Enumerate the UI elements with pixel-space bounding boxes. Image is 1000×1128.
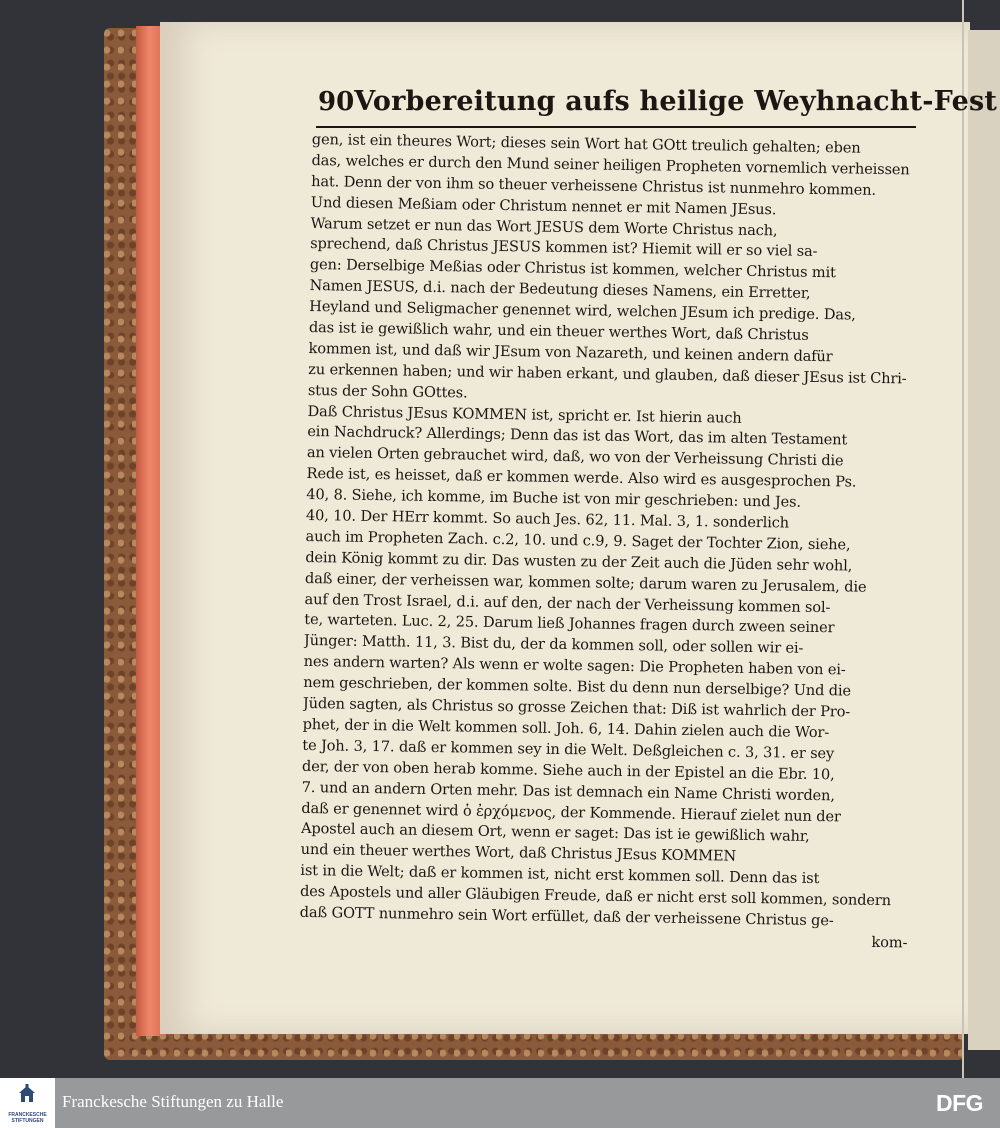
running-title: Vorbereitung aufs heilige Weyhnacht-Fest [354, 86, 998, 117]
scan-divider-line [962, 0, 964, 1078]
text-line: ein Nachdruck? Allerdings; Denn das ist das Wort, das im alten Testament [307, 423, 848, 449]
text-line: Jüden sagten, als Christus so grosse Zeichen that: Diß ist wahrlich der Pro- [302, 694, 851, 721]
text-line: Daß Christus JEsus KOMMEN ist, spricht er. Ist hierin auch [307, 402, 742, 427]
text-line: te, warteten. Luc. 2, 25. Darum ließ Johannes fragen durch zween seiner [304, 611, 835, 637]
text-line: gen: Derselbige Meßias oder Christus ist kommen, welcher Christus mit [309, 256, 836, 282]
text-line: Warum setzet er nun das Wort JESUS dem Worte Christus nach, [310, 214, 778, 239]
dfg-logo[interactable]: DFG [936, 1090, 984, 1116]
text-line: 40, 10. Der HErr kommt. So auch Jes. 62, 11. Mal. 3, 1. sonderlich [305, 506, 790, 532]
text-line: 7. und an andern Orten mehr. Das ist demnach ein Name Christi worden, [301, 778, 835, 804]
text-line: Und diesen Meßiam oder Christum nennet er mit Namen JEsus. [310, 193, 777, 218]
text-line: Rede ist, es heisset, daß er kommen werde. Also wird es ausgesprochen Ps. [306, 465, 857, 491]
text-line: Jünger: Matth. 11, 3. Bist du, der da kommen soll, oder sollen wir ei- [303, 632, 804, 658]
text-line: dein König kommt zu dir. Das wusten zu der Zeit auch die Jüden sehr wohl, [305, 548, 853, 575]
text-line: te Joh. 3, 17. daß er kommen sey in die Welt. Deßgleichen c. 3, 31. er sey [302, 736, 835, 763]
francke-logo[interactable] [0, 1078, 55, 1128]
text-line: und ein theuer werthes Wort, daß Christus JEsus KOMMEN [300, 841, 737, 866]
text-line: sprechend, daß Christus JESUS kommen ist? Hiemit will er so viel sa- [310, 235, 818, 261]
text-line: das ist ie gewißlich wahr, und ein theuer werthes Wort, daß Christus [308, 318, 809, 344]
text-line: nes andern warten? Als wenn er wolte sagen: Die Propheten haben von ei- [303, 653, 846, 679]
next-page-edge [968, 30, 1000, 1050]
text-line: an vielen Orten gebrauchet wird, daß, wo von der Verheissung Christi die [306, 444, 844, 470]
text-line: zu erkennen haben; und wir haben erkant, und glauben, daß dieser JEsus ist Chri- [308, 360, 907, 388]
text-line: Apostel auch an diesem Ort, wenn er saget: Das ist ie gewißlich wahr, [300, 820, 810, 846]
text-line: auf den Trost Israel, d.i. auf den, der nach der Verheissung kommen sol- [304, 590, 831, 616]
text-line: 40, 8. Siehe, ich komme, im Buche ist von mir geschrieben: und Jes. [306, 486, 802, 511]
text-line: nem geschrieben, der kommen solte. Bist du denn nun derselbige? Und die [303, 674, 852, 700]
text-line: daß GOTT nunmehro sein Wort erfüllet, daß der verheissene Christus ge- [299, 903, 834, 930]
text-line: hat. Denn der von ihm so theuer verheissene Christus ist nunmehro kommen. [311, 172, 877, 199]
text-line: kommen ist, und daß wir JEsum von Nazareth, und keinen andern dafür [308, 339, 833, 366]
text-line: Namen JESUS, d.i. nach der Bedeutung dieses Namens, ein Erretter, [309, 277, 811, 303]
text-line: gen, ist ein theures Wort; dieses sein Wort hat GOtt treulich gehalten; eben [311, 130, 861, 157]
text-line: stus der Sohn GOttes. [307, 381, 468, 402]
text-line: das, welches er durch den Mund seiner heiligen Propheten vornemlich verheissen [311, 151, 910, 179]
text-line: phet, der in die Welt kommen soll. Joh. 6, 14. Dahin zielen auch die Wor- [302, 715, 830, 742]
logo-text: FRANCKESCHE STIFTUNGEN [8, 1112, 47, 1124]
text-line: auch im Propheten Zach. c.2, 10. und c.9, 9. Saget der Tochter Zion, siehe, [305, 527, 851, 554]
institution-name: Franckesche Stiftungen zu Halle [62, 1092, 284, 1111]
header-rule [316, 126, 916, 128]
text-line: daß er genennet wird ὁ ἐρχόμενος, der Kommende. Hierauf zielet nun der [301, 799, 841, 825]
catchword: kom- [871, 933, 908, 952]
page-number: 90 [318, 87, 355, 117]
text-line: daß einer, der verheissen war, kommen solte; darum waren zu Jerusalem, die [304, 569, 867, 596]
text-line: Heyland und Seligmacher genennet wird, welchen JEsum ich predige. Das, [309, 298, 856, 324]
text-line: des Apostels und aller Gläubigen Freude, daß er nicht erst soll kommen, sondern [299, 882, 892, 910]
page-header [318, 86, 998, 130]
orphanage-building-icon [18, 1084, 36, 1104]
footer-bar [0, 1078, 1000, 1128]
text-line: ist in die Welt; daß er kommen ist, nicht erst kommen soll. Denn das ist [300, 862, 820, 888]
page-body-text [299, 130, 920, 954]
text-line: der, der von oben herab komme. Siehe auch in der Epistel an die Ebr. 10, [301, 757, 835, 784]
